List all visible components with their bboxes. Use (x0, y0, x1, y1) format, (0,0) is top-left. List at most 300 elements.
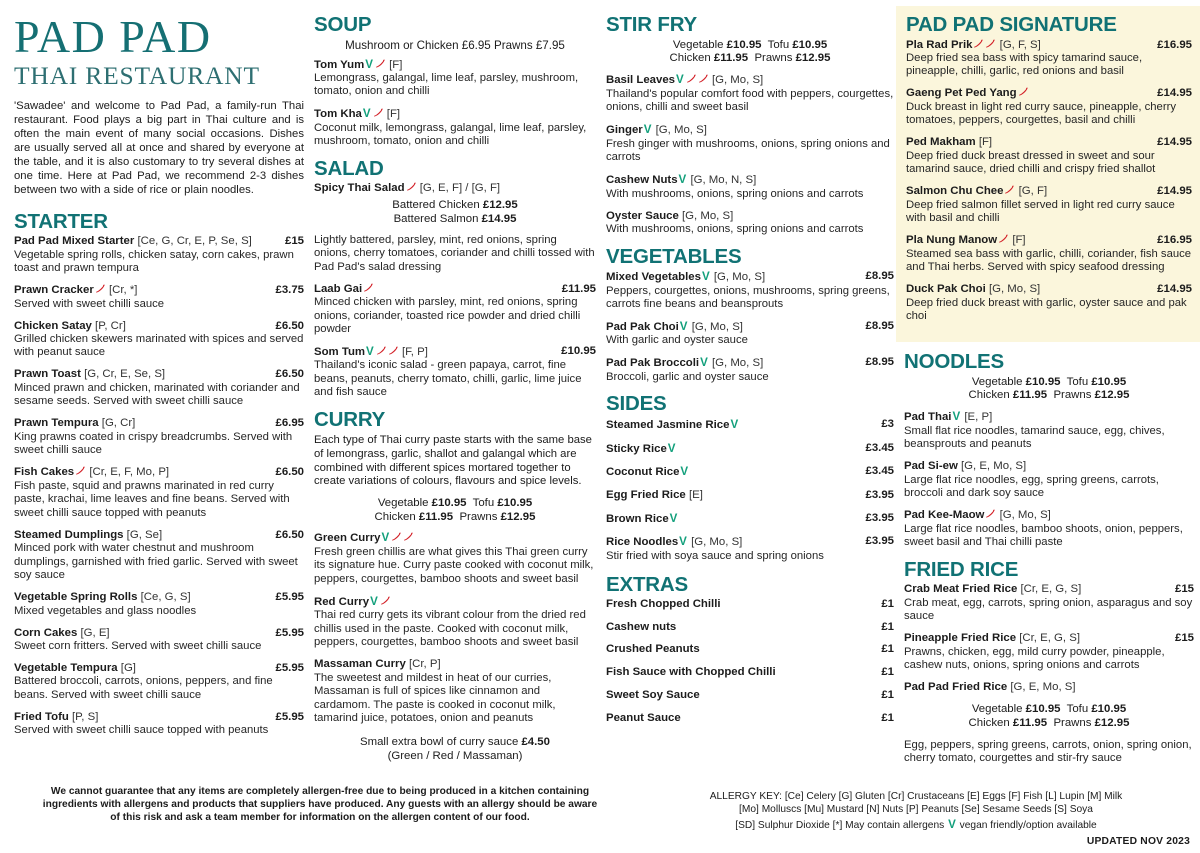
allergy-key-vegan-text: vegan friendly/option available (959, 819, 1097, 831)
menu-item-price: £11.95 (561, 282, 596, 295)
menu-item-name: Cashew Nuts (606, 174, 678, 187)
menu-item-allergens: [P, S] (72, 710, 99, 723)
menu-item-header (314, 345, 596, 359)
menu-item-allergens: [G, E, F] / [G, F] (419, 182, 501, 195)
menu-row (606, 689, 894, 703)
menu-item (314, 595, 596, 650)
sides-item-list (606, 418, 894, 564)
menu-item-header (606, 320, 894, 334)
vegetables-item-list (606, 270, 894, 384)
menu-item-name: Pad Pad Fried Rice (904, 681, 1008, 693)
menu-item (904, 509, 1194, 549)
menu-item-description: Fresh green chillis are what gives this Thai green curry its signature hue. Curry paste cooked with coconut milk, peppers, courgettes, bamboo shoots and sweet basil (314, 545, 594, 585)
chili-icon (375, 59, 386, 69)
menu-row (606, 643, 894, 657)
menu-row (606, 512, 894, 527)
menu-item-name: Cashew nuts (606, 620, 677, 633)
menu-item-header (314, 658, 596, 671)
chili-icon (388, 346, 399, 356)
menu-item (314, 58, 596, 99)
menu-item-name: Crab Meat Fried Rice (904, 583, 1018, 596)
menu-item-name: Pad Pad Mixed Starter (14, 235, 135, 248)
section-heading-curry: CURRY (314, 407, 386, 431)
vegan-icon: V (701, 270, 710, 284)
menu-item-name: Fish Sauce with Chopped Chilli (606, 666, 776, 679)
menu-item (14, 529, 304, 583)
option-price: £12.95 (795, 52, 831, 65)
option-price: £10.95 (1025, 375, 1061, 388)
menu-item-allergens: [G, F, S] (999, 38, 1041, 51)
menu-item-price: £3.75 (275, 284, 304, 297)
menu-item-description: Minced prawn and chicken, marinated with coriander and sesame seeds. Served with sweet chilli sauce (14, 381, 300, 408)
section-heading-soup: SOUP (314, 13, 372, 36)
menu-item-header (904, 410, 1194, 424)
option-label: Prawns (459, 510, 498, 523)
menu-item-description: With mushrooms, onions, spring onions and carrots (606, 223, 864, 236)
menu-item-header (904, 509, 1194, 522)
menu-item (606, 173, 894, 201)
menu-item-header (14, 466, 304, 479)
menu-item (606, 320, 894, 348)
menu-item-header (906, 87, 1192, 100)
column-stirfry-veg-sides (606, 14, 904, 770)
brand-subtitle: THAI RESTAURANT (14, 61, 260, 91)
menu-item-description: Lightly battered, parsley, mint, red onions, spring onions, cherry tomatoes, coriander and chilli tossed with Pad Pad's salad dressing (314, 233, 595, 273)
menu-item-price: £5.95 (275, 661, 304, 674)
option-price: £10.95 (1091, 375, 1127, 388)
menu-item-price: £1 (881, 620, 894, 633)
menu-item-description: Battered broccoli, carrots, onions, peppers, and fine beans. Served with sweet chilli sauce (14, 675, 273, 701)
option-label: Prawns (1053, 389, 1092, 402)
allergy-key-line-3: [SD] Sulphur Dioxide [*] May contain allergens (735, 819, 945, 831)
menu-item-price: £8.95 (865, 319, 894, 332)
menu-row (606, 465, 894, 480)
vegan-icon: V (679, 535, 687, 549)
menu-item-header (606, 123, 894, 137)
menu-item-description: Lemongrass, galangal, lime leaf, parsley, mushroom, tomato, onion and chilli (314, 71, 579, 98)
menu-item-header (314, 107, 596, 121)
chili-icon (363, 283, 374, 293)
menu-item-name: Spicy Thai Salad (314, 182, 405, 195)
menu-item-description: Broccoli, garlic and oyster sauce (606, 370, 769, 383)
option-price: £10.95 (497, 496, 533, 509)
menu-item (906, 234, 1192, 274)
vegan-icon: V (362, 107, 371, 121)
section-heading-signature: PAD PAD SIGNATURE (906, 13, 1117, 36)
menu-item-allergens: [G] (120, 661, 136, 674)
menu-item-price: £16.95 (1157, 234, 1192, 247)
menu-item-header (906, 39, 1192, 52)
menu-item-description: Fish paste, squid and prawns marinated in red curry paste, krachai, lime leaves and fine beans. Served with sweet chilli sauce topped with peanuts (14, 479, 290, 519)
menu-item-name: Mixed Vegetables (606, 271, 701, 284)
vegan-icon: V (679, 319, 688, 333)
menu-item (14, 711, 304, 738)
menu-item-description: Deep fried sea bass with spicy tamarind sauce, pineapple, chilli, garlic, red onions and basil (906, 51, 1143, 78)
menu-item-name: Sticky Rice (606, 442, 667, 455)
menu-item-header (14, 320, 304, 333)
price-options (314, 497, 596, 525)
menu-item-description: Deep fried duck breast with garlic, oyster sauce and pak choi (906, 296, 1187, 323)
menu-item-allergens: [F] (978, 136, 993, 149)
menu-item-header (904, 583, 1194, 596)
menu-item (314, 107, 596, 148)
menu-item-price: £14.95 (1157, 136, 1192, 149)
menu-item-name: Pad Si-ew (904, 460, 958, 473)
option-price: £11.95 (713, 52, 749, 65)
menu-item-header (906, 136, 1192, 149)
menu-item-name: Green Curry (314, 532, 381, 545)
menu-item-header (904, 632, 1194, 645)
section-heading-noodles: NOODLES (904, 350, 1004, 374)
menu-item-allergens: [G, Mo, S] (988, 283, 1041, 296)
menu-item-allergens: [Cr, *] (108, 284, 138, 297)
menu-item-name: Pla Nung Manow (906, 234, 998, 247)
menu-item (14, 662, 304, 702)
menu-item-name: Coconut Rice (606, 466, 680, 479)
soup-item-list (314, 58, 596, 149)
menu-item-name: Crushed Peanuts (606, 643, 700, 656)
option-label: Vegetable (672, 38, 724, 51)
menu-item-price: £1 (881, 688, 894, 701)
option-price: £14.95 (481, 212, 517, 225)
menu-item (14, 235, 304, 275)
menu-item (906, 283, 1192, 323)
option-price: £12.95 (500, 510, 536, 523)
menu-item-price: £3.45 (865, 465, 894, 478)
chili-icon (373, 108, 384, 118)
vegan-icon: V (678, 173, 687, 187)
menu-item-description: Thailand's popular comfort food with peppers, courgettes, onions, chilli and sweet basil (606, 87, 894, 114)
menu-item-description: Vegetable spring rolls, chicken satay, corn cakes, prawn toast and prawn tempura (14, 248, 294, 275)
menu-item-header (14, 284, 304, 297)
menu-item-allergens: [G, E, Mo, S] (1010, 681, 1076, 693)
menu-item-price: £5.95 (275, 710, 304, 723)
option-price: £10.95 (1091, 702, 1127, 715)
column-starter (14, 11, 314, 770)
curry-extra-bowl (314, 736, 596, 764)
menu-row (606, 666, 894, 680)
option-label: Tofu (767, 38, 790, 51)
price-options (904, 703, 1194, 731)
menu-item-header (606, 173, 894, 187)
chili-icon (985, 39, 996, 49)
menu-item-allergens: [E, P] (964, 411, 993, 424)
curry-item-list (314, 531, 596, 725)
menu-item (904, 632, 1194, 672)
option-label: Vegetable (377, 496, 429, 509)
menu-item-description: Duck breast in light red curry sauce, pineapple, cherry tomatoes, peppers, courgettes, basil and chilli (906, 100, 1177, 127)
section-heading-friedrice: FRIED RICE (904, 557, 1019, 581)
option-label: Chicken (669, 52, 711, 65)
chili-icon (686, 74, 697, 84)
menu-item (606, 356, 894, 384)
menu-row (606, 598, 894, 612)
section-heading-starter: STARTER (14, 209, 108, 233)
chili-icon (403, 532, 414, 542)
menu-item-header (314, 595, 596, 609)
menu-item-price: £15 (284, 235, 304, 248)
menu-item-header (904, 460, 1194, 473)
menu-row (606, 442, 894, 457)
menu-item (14, 284, 304, 311)
friedrice-item-list (904, 583, 1194, 694)
brand-title: PAD PAD (14, 11, 212, 62)
menu-item-description: Served with sweet chilli sauce topped with peanuts (14, 724, 269, 737)
option-label: Chicken (374, 510, 416, 523)
option-price: £12.95 (1094, 716, 1130, 729)
column-soup-salad-curry (314, 14, 606, 770)
menu-item-header (14, 529, 304, 542)
menu-item-description: Stir fried with soya sauce and spring onions (606, 550, 824, 562)
menu-row (606, 418, 894, 433)
menu-item-name: Steamed Jasmine Rice (606, 418, 730, 431)
menu-item (606, 210, 894, 237)
vegan-icon: V (366, 345, 374, 358)
menu-item-allergens: [G, Mo, S] (655, 124, 707, 137)
menu-item-header (14, 235, 304, 248)
menu-item-price: £15 (1174, 583, 1194, 596)
menu-item-allergens: [G, Se] (126, 528, 163, 541)
menu-item-name: Laab Gai (314, 282, 363, 295)
menu-item (14, 591, 304, 618)
menu-item (14, 417, 304, 457)
option-label: Prawns (1053, 716, 1092, 729)
chili-icon (391, 532, 402, 542)
menu-item-allergens: [Ce, G, S] (140, 591, 191, 604)
menu-item-name: Fresh Chopped Chilli (606, 598, 721, 611)
allergy-key-line-2: [Mo] Molluscs [Mu] Mustard [N] Nuts [P] Peanuts [Se] Sesame Seeds [S] Soya (739, 804, 1093, 816)
menu-item-allergens: [P, Cr] (95, 319, 126, 332)
menu-item-name: Pad Thai (904, 411, 952, 424)
menu-item-allergens: [G, E] (80, 626, 110, 639)
menu-item-name: Ped Makham (906, 136, 976, 149)
menu-item-allergens: [Cr, E, G, S] (1020, 583, 1082, 596)
signature-box (896, 6, 1200, 342)
chili-icon (406, 182, 417, 192)
chili-icon (998, 234, 1009, 244)
menu-item (314, 345, 596, 400)
menu-item-name: Massaman Curry (314, 658, 406, 671)
menu-item-allergens: [G, Mo, S] (691, 320, 743, 333)
vegan-icon: V (730, 417, 739, 431)
menu-item-allergens: [G, Cr] (101, 417, 136, 430)
allergy-key (640, 790, 1192, 832)
option-label: Vegetable (971, 702, 1023, 715)
menu-item-name: Chicken Satay (14, 319, 92, 332)
menu-item-name: Pineapple Fried Rice (904, 632, 1017, 645)
menu-item (314, 658, 596, 725)
menu-item-allergens: [F] (1012, 234, 1026, 247)
menu-item-name: Vegetable Spring Rolls (14, 591, 138, 604)
menu-item-header (906, 234, 1192, 247)
section-heading-stirfry: STIR FRY (606, 13, 698, 36)
menu-item-price: £3.45 (865, 441, 894, 454)
menu-item-name: Sweet Soy Sauce (606, 688, 700, 701)
menu-item-header (314, 182, 596, 195)
chili-icon (973, 39, 984, 49)
vegan-icon: V (669, 511, 678, 525)
option-label: Tofu (472, 496, 495, 509)
menu-item-name: Pad Pak Choi (606, 320, 679, 333)
menu-item-name: Brown Rice (606, 512, 669, 525)
menu-item-allergens: [Cr, E, F, Mo, P] (89, 466, 170, 479)
menu-item (904, 410, 1194, 451)
menu-item-name: Basil Leaves (606, 74, 676, 87)
menu-item-name: Tom Yum (314, 58, 365, 71)
menu-item-allergens: [G, Mo, S] (711, 74, 764, 87)
menu-item-price: £3 (881, 417, 894, 430)
section-heading-extras: EXTRAS (606, 572, 688, 596)
vegan-icon: V (370, 594, 378, 608)
menu-item-price: £3.95 (865, 511, 894, 524)
menu-row (606, 712, 894, 726)
menu-item-description: With mushrooms, onions, spring onions and carrots (606, 187, 864, 200)
vegan-icon: V (676, 73, 684, 87)
menu-item-allergens: [G, Mo, S] (711, 357, 764, 370)
noodles-item-list (904, 410, 1194, 549)
menu-item-price: £6.50 (275, 528, 304, 541)
menu-item (14, 368, 304, 408)
option-price: £11.95 (1012, 716, 1048, 729)
vegan-icon: V (680, 465, 689, 479)
menu-item-price: £1 (881, 666, 894, 679)
allergy-key-line-1: ALLERGY KEY: [Ce] Celery [G] Gluten [Cr] Crustaceans [E] Eggs [F] Fish [L] Lupin [M] Milk (709, 791, 1123, 802)
chili-icon (376, 346, 387, 356)
menu-item-description: Crab meat, egg, carrots, spring onion, asparagus and soy sauce (904, 596, 1193, 623)
option-price: £10.95 (431, 496, 467, 509)
menu-item-allergens: [Cr, P] (408, 658, 441, 671)
option-label: Vegetable (971, 375, 1023, 388)
curry-extra-variants: (Green / Red / Massaman) (387, 749, 523, 762)
menu-item-price: £3.95 (865, 535, 894, 548)
menu-item (904, 460, 1194, 500)
menu-item-header (906, 283, 1192, 296)
option-label: Chicken (968, 389, 1010, 402)
menu-item-description: Large flat rice noodles, egg, spring greens, carrots, broccoli and dark soy sauce (904, 473, 1159, 500)
menu-item-header (314, 58, 596, 72)
section-heading-vegetables: VEGETABLES (606, 244, 742, 268)
vegan-icon: V (667, 441, 676, 455)
menu-item-header (14, 417, 304, 430)
menu-item-name: Duck Pak Choi (906, 283, 986, 296)
menu-item (906, 87, 1192, 127)
menu-row (606, 489, 894, 503)
menu-item-description: Thai red curry gets its vibrant colour from the dried red chillis used in the paste. Cooked with coconut milk, peppers, courgettes, bamboo shoots and sweet basil (314, 609, 586, 649)
chili-icon (75, 466, 86, 476)
option-price: £10.95 (1025, 702, 1061, 715)
menu-row (606, 621, 894, 635)
menu-item-name: Egg Fried Rice (606, 488, 686, 501)
menu-item-header (314, 283, 596, 296)
menu-item-name: Vegetable Tempura (14, 661, 118, 674)
menu-item-name: Steamed Dumplings (14, 528, 124, 541)
option-label: Prawns (754, 52, 793, 65)
price-options (314, 199, 596, 227)
menu-item-allergens: [F] (386, 108, 401, 121)
menu-item-description: Mixed vegetables and glass noodles (14, 604, 197, 617)
vegan-icon: V (365, 57, 373, 71)
option-label: Battered Chicken (392, 198, 480, 211)
menu-item-allergens: [G, Mo, S] (999, 509, 1051, 522)
price-options (606, 39, 894, 67)
section-heading-salad: SALAD (314, 156, 384, 180)
menu-item-allergens: [Cr, E, G, S] (1019, 632, 1080, 645)
menu-item-description: Coconut milk, lemongrass, galangal, lime leaf, parsley, mushroom, tomato, onion and chilli (314, 121, 587, 148)
option-label: Tofu (1066, 702, 1089, 715)
menu-item-header (606, 73, 894, 87)
menu-item-description: Minced pork with water chestnut and mushroom dumplings, garnished with fried garlic. Served with sweet soy sauce (14, 542, 298, 582)
menu-item-price: £1 (881, 643, 894, 656)
menu-item-header (606, 210, 894, 223)
menu-item-name: Gaeng Pet Ped Yang (906, 87, 1017, 100)
menu-item-price: £14.95 (1157, 283, 1192, 296)
menu-item-name: Corn Cakes (14, 626, 78, 639)
menu-item-price: £1 (881, 711, 894, 724)
menu-item-header (14, 627, 304, 640)
chili-icon (380, 596, 391, 606)
menu-item-name: Pla Rad Prik (906, 38, 973, 51)
menu-item (904, 681, 1194, 694)
menu-item-description: The sweetest and mildest in heat of our curries, Massaman is full of spices like cinnamon and cardamom. The paste is cooked in coconut milk, tamarind juice, potatoes, onion and peanuts (314, 671, 556, 725)
menu-item-header (606, 356, 894, 370)
menu-item-description: King prawns coated in crispy breadcrumbs. Served with sweet chilli sauce (14, 430, 293, 457)
menu-item-description: Steamed sea bass with garlic, chilli, coriander, fish sauce and Thai herbs. Served with spicy seafood dressing (906, 247, 1192, 274)
curry-extra-label: Small extra bowl of curry sauce (360, 735, 519, 748)
menu-item-price: £5.95 (275, 626, 304, 639)
section-heading-sides: SIDES (606, 392, 667, 416)
menu-item-header (606, 270, 894, 284)
menu-item-price: £8.95 (865, 270, 894, 283)
option-price: £11.95 (1012, 389, 1048, 402)
chili-icon (1004, 185, 1015, 195)
menu-item-description: Fresh ginger with mushrooms, onions, spring onions and carrots (606, 137, 890, 164)
menu-item-name: Pad Kee-Maow (904, 509, 985, 522)
column-signature-noodles-rice (904, 14, 1194, 770)
chili-icon (1018, 87, 1029, 97)
menu-item-price: £16.95 (1157, 38, 1192, 51)
menu-item (14, 466, 304, 520)
option-label: Battered Salmon (393, 212, 479, 225)
signature-item-list (906, 39, 1192, 324)
option-price: £12.95 (1094, 389, 1130, 402)
menu-item-description: Large flat rice noodles, bamboo shoots, onion, peppers, sweet basil and Thai chilli paste (904, 522, 1183, 549)
menu-item (314, 283, 596, 337)
menu-item-description: Peppers, courgettes, onions, mushrooms, spring greens, carrots fine beans and beansprouts (606, 284, 890, 310)
menu-item (906, 39, 1192, 79)
menu-item-allergens: [G, Mo, S] (691, 536, 743, 549)
menu-item-header (314, 531, 596, 545)
menu-item-name: Prawn Tempura (14, 417, 99, 430)
menu-item-allergens: [G, Mo, S] (713, 271, 766, 284)
menu-row (606, 535, 894, 563)
menu-item (14, 627, 304, 654)
menu-item-price: £15 (1174, 632, 1194, 645)
menu-item-allergens: [F, P] (401, 346, 428, 358)
menu-item-description: Served with sweet chilli sauce (14, 297, 165, 310)
vegan-icon: V (381, 531, 390, 545)
menu-item-price: £6.50 (275, 319, 304, 332)
menu-item-price: £14.95 (1157, 185, 1192, 198)
intro-paragraph: 'Sawadee' and welcome to Pad Pad, a family-run Thai restaurant. Food plays a big part in Thai culture and is often the main event of many social occasions. Dishes are usually served all at once and shared by everyone at the table, and it is also customary to try several dishes at one time. Here at Pad Pad, we recommend 2-3 dishes between two with a side of rice or plain noodles. (14, 100, 304, 196)
menu-item-name: Rice Noodles (606, 536, 679, 549)
menu-item (906, 136, 1192, 176)
extras-item-list (606, 598, 894, 725)
menu-item-description: Deep fried salmon fillet served in light red curry sauce with basil and chilli (906, 198, 1175, 225)
chili-icon (985, 509, 996, 519)
vegan-icon: V (700, 356, 708, 370)
menu-item-price: £1 (881, 598, 894, 611)
menu-item (904, 583, 1194, 623)
